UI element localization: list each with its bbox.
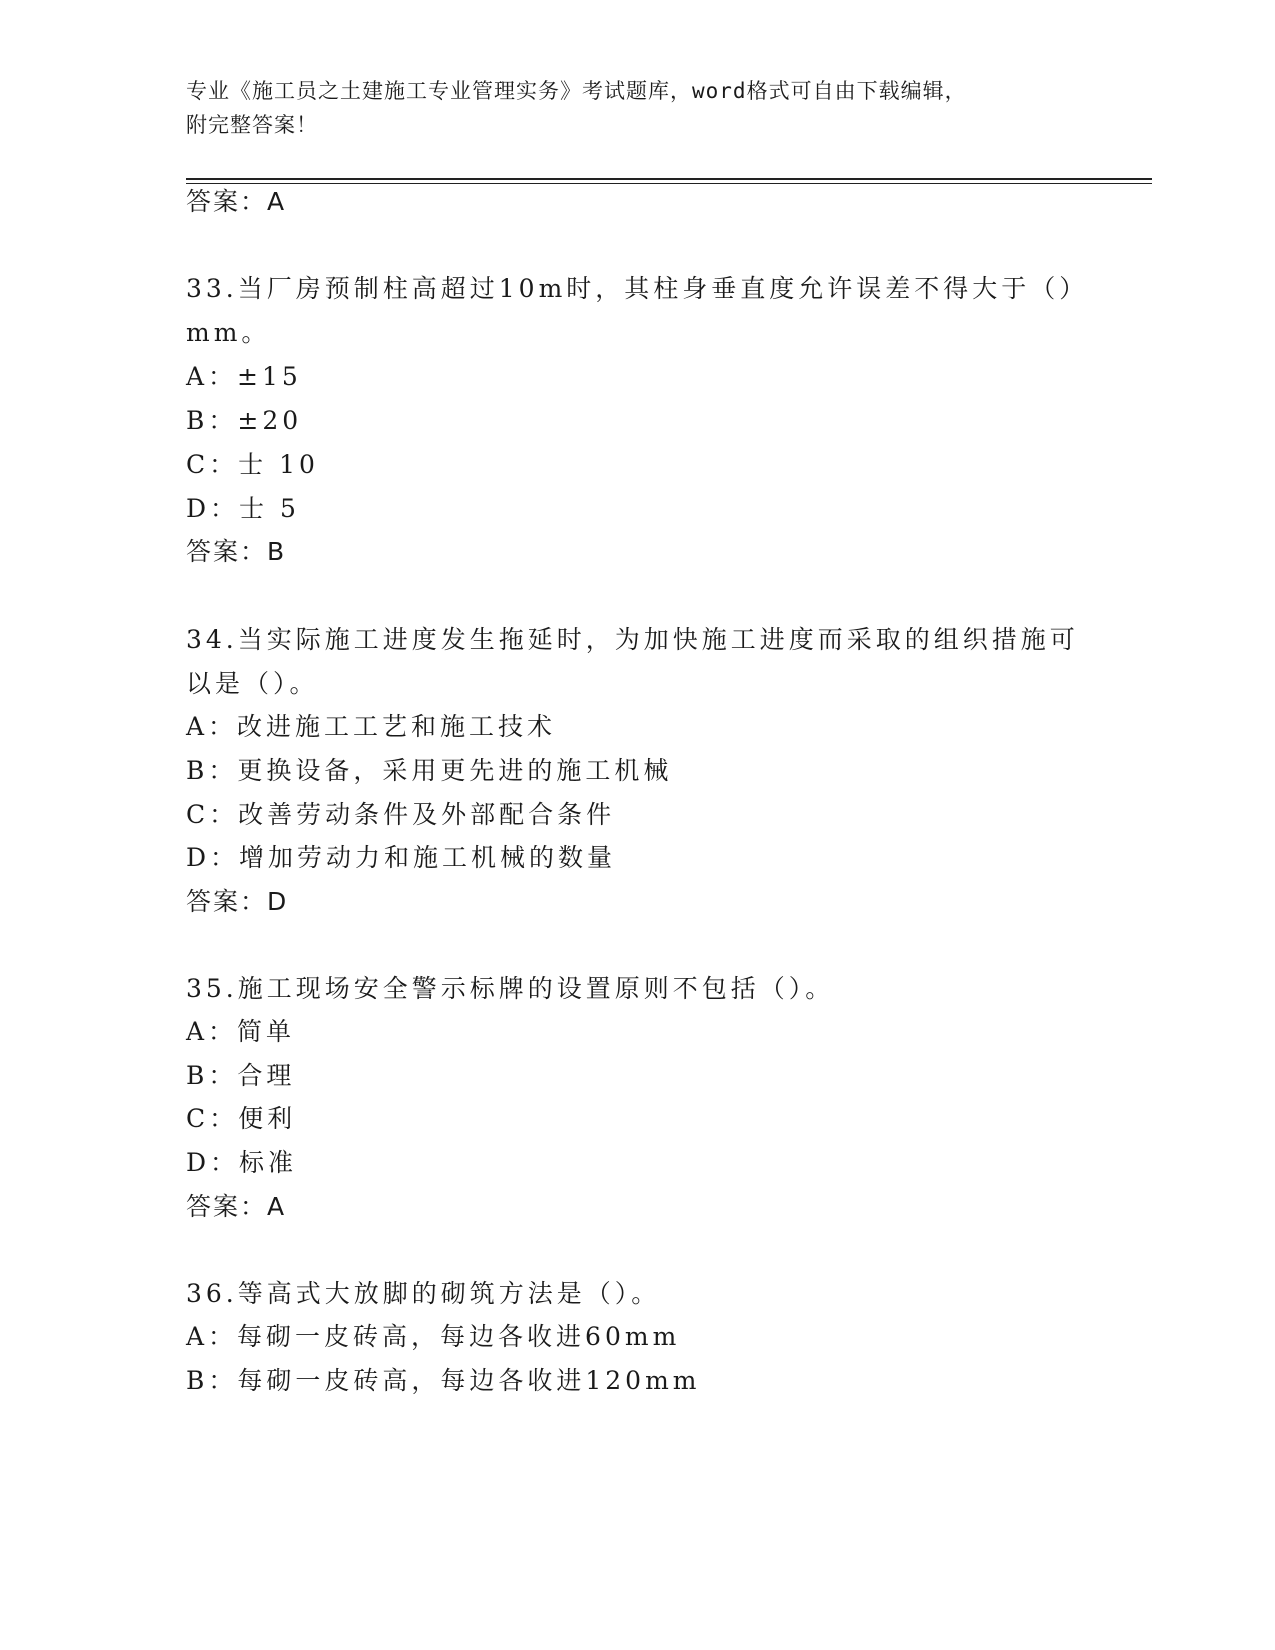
- header-line-2: 附完整答案！: [186, 113, 318, 137]
- header-line-1: 专业《施工员之土建施工专业管理实务》考试题库，word格式可自由下载编辑，: [186, 79, 967, 103]
- question-34-option-b: B：更换设备，采用更先进的施工机械: [186, 756, 673, 785]
- question-34-answer: 答案：D: [186, 887, 289, 916]
- header-divider-thin: [186, 183, 1152, 184]
- question-35-stem: 35.施工现场安全警示标牌的设置原则不包括（）。: [186, 974, 835, 1003]
- question-34-option-c: C：改善劳动条件及外部配合条件: [186, 800, 616, 829]
- question-35-option-d: D：标准: [186, 1148, 298, 1177]
- question-33-option-a: A：±15: [186, 362, 302, 391]
- question-36-stem: 36.等高式大放脚的砌筑方法是（）。: [186, 1279, 661, 1308]
- question-33-option-d: D：士 5: [186, 494, 300, 523]
- question-34-option-d: D：增加劳动力和施工机械的数量: [186, 843, 617, 872]
- question-33-stem-line-1: 33.当厂房预制柱高超过10m时，其柱身垂直度允许误差不得大于（）: [186, 274, 1089, 303]
- question-36-option-a: A：每砌一皮砖高，每边各收进60mm: [186, 1322, 681, 1351]
- question-34-option-a: A：改进施工工艺和施工技术: [186, 712, 557, 741]
- question-33-option-b: B：±20: [186, 406, 303, 435]
- question-35-option-c: C：便利: [186, 1104, 297, 1133]
- question-36-option-b: B：每砌一皮砖高，每边各收进120mm: [186, 1366, 701, 1395]
- question-34-stem-line-2: 以是（）。: [186, 669, 319, 698]
- question-33-stem-line-2: mm。: [186, 318, 271, 347]
- question-33-answer: 答案：B: [186, 537, 287, 566]
- question-34-stem-line-1: 34.当实际施工进度发生拖延时，为加快施工进度而采取的组织措施可: [186, 625, 1079, 654]
- header-divider: [186, 178, 1152, 180]
- question-35-answer: 答案：A: [186, 1192, 287, 1221]
- question-33-option-c: C：士 10: [186, 450, 319, 479]
- question-35-option-b: B：合理: [186, 1061, 296, 1090]
- document-header: [186, 74, 1086, 142]
- previous-answer: 答案：A: [186, 187, 287, 216]
- question-35-option-a: A：简单: [186, 1017, 296, 1046]
